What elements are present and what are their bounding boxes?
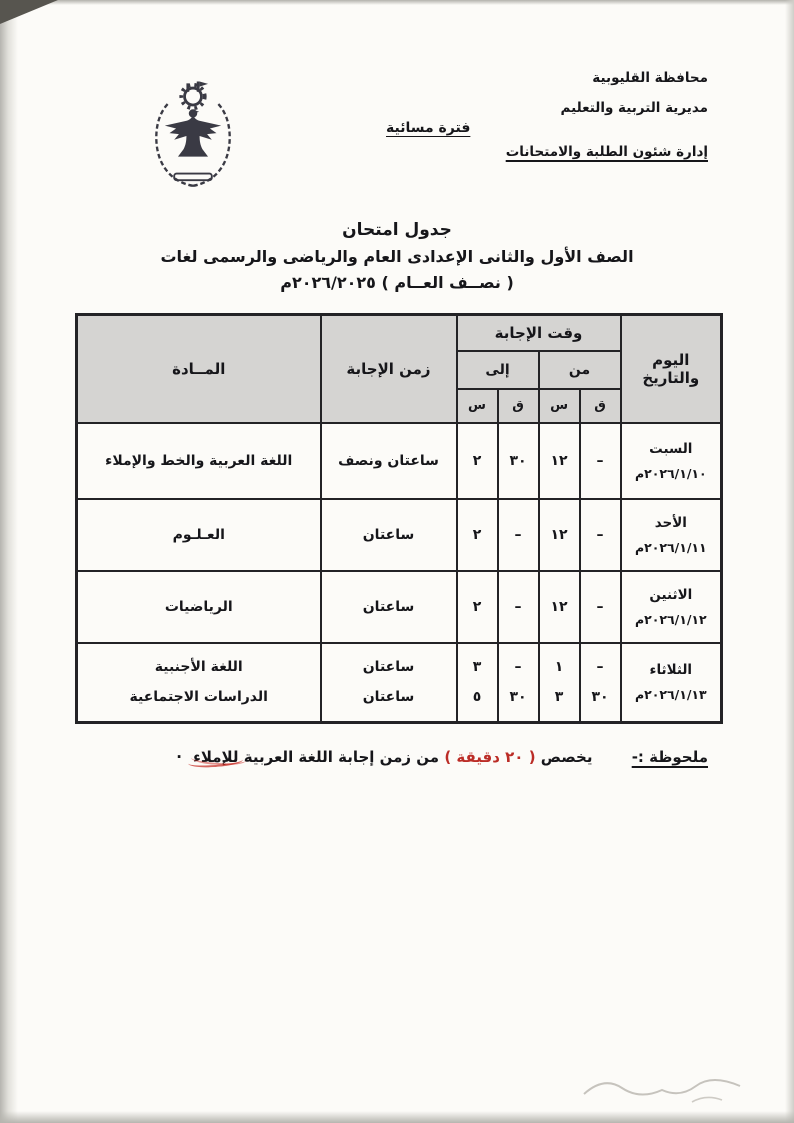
title-line-1: جدول امتحان — [342, 220, 452, 240]
to-minutes-cell: – — [498, 571, 539, 643]
scan-pencil-mark — [572, 1058, 768, 1112]
to-minutes-cell: – ٣٠ — [498, 643, 539, 723]
ministry-logo — [146, 80, 240, 192]
subject-cell: اللغة العربية والخط والإملاء — [77, 423, 321, 499]
exam-date: ٢٠٢٦/١/١٣م — [634, 687, 707, 703]
footnote-highlight: ( ٢٠ دقيقة ) — [444, 748, 536, 766]
col-header-subject: المــادة — [77, 315, 321, 423]
day-date-cell — [621, 571, 722, 643]
table-row — [77, 423, 722, 499]
scan-edge-top — [0, 0, 794, 5]
footnote-body: من زمن إجابة اللغة العربية — [243, 748, 440, 766]
exam-date: ٢٠٢٦/١/١٢م — [634, 611, 707, 627]
directorate-name: مديرية التربية والتعليم — [560, 100, 708, 116]
to-minutes-cell: ٣٠ — [498, 423, 539, 499]
day-date-cell — [621, 499, 722, 571]
duration-cell: ساعتان — [321, 499, 457, 571]
duration-cell: ساعتان — [321, 571, 457, 643]
from-minutes-cell: – ٣٠ — [580, 643, 621, 723]
table-row — [77, 571, 722, 643]
from-minutes-cell: – — [580, 423, 621, 499]
col-header-to-minutes: ق — [498, 389, 539, 423]
day-name: الاثنين — [649, 586, 693, 603]
col-header-from-hours: س — [539, 389, 580, 423]
from-hours-cell: ١ ٣ — [539, 643, 580, 723]
exam-schedule-table — [75, 313, 723, 724]
title-line-2: الصف الأول والثانى الإعدادى العام والرياضى والرسمى لغات — [160, 247, 634, 266]
day-name: السبت — [649, 440, 693, 457]
col-header-from-minutes: ق — [580, 389, 621, 423]
eagle-emblem-icon — [146, 80, 240, 192]
exam-date: ٢٠٢٦/١/١١م — [634, 539, 707, 555]
from-minutes-cell: – — [580, 499, 621, 571]
duration-cell: ساعتان ساعتان — [321, 643, 457, 723]
exam-date: ٢٠٢٦/١/١٠م — [634, 465, 707, 481]
footnote-end-mark: · — [176, 748, 182, 766]
subject-cell: الرياضيات — [77, 571, 321, 643]
col-header-to-hours: س — [457, 389, 498, 423]
letterhead-org-block — [506, 70, 708, 160]
table-row — [77, 643, 722, 723]
subject-cell: العـلـوم — [77, 499, 321, 571]
scan-corner-artifact — [0, 0, 58, 24]
to-minutes-cell: – — [498, 499, 539, 571]
footnote-tail: للإملاء — [193, 748, 239, 766]
to-hours-cell: ٢ — [457, 423, 498, 499]
administration-name: إدارة شئون الطلبة والامتحانات — [505, 144, 708, 160]
col-header-to: إلى — [457, 351, 539, 389]
to-hours-cell: ٢ — [457, 571, 498, 643]
period-label: فترة مسائية — [386, 120, 471, 136]
footnote-label: ملحوظة :- — [631, 748, 708, 766]
to-hours-cell: ٢ — [457, 499, 498, 571]
day-name: الأحد — [654, 514, 687, 531]
table-row — [77, 499, 722, 571]
col-header-from: من — [539, 351, 621, 389]
scan-edge-right — [785, 0, 794, 1123]
day-name: الثلاثاء — [649, 662, 693, 679]
from-hours-cell: ١٢ — [539, 571, 580, 643]
from-minutes-cell: – — [580, 571, 621, 643]
col-header-duration: زمن الإجابة — [321, 315, 457, 423]
subject-cell: اللغة الأجنبية الدراسات الاجتماعية — [77, 643, 321, 723]
scan-edge-bottom — [0, 1111, 794, 1123]
document-title-block — [0, 220, 794, 292]
from-hours-cell: ١٢ — [539, 499, 580, 571]
col-header-answer-time: وقت الإجابة — [457, 315, 621, 351]
governorate-name: محافظة القليوبية — [592, 70, 708, 86]
title-line-3: ( نصــف العــام ) ٢٠٢٦/٢٠٢٥م — [280, 273, 514, 292]
col-header-day-date: اليوم والتاريخ — [621, 315, 722, 423]
to-hours-cell: ٣ ٥ — [457, 643, 498, 723]
footnote-lead: يخصص — [540, 748, 593, 766]
from-hours-cell: ١٢ — [539, 423, 580, 499]
day-date-cell — [621, 643, 722, 723]
scan-edge-left — [0, 0, 18, 1123]
footnote — [80, 748, 708, 766]
day-date-cell — [621, 423, 722, 499]
duration-cell: ساعتان ونصف — [321, 423, 457, 499]
